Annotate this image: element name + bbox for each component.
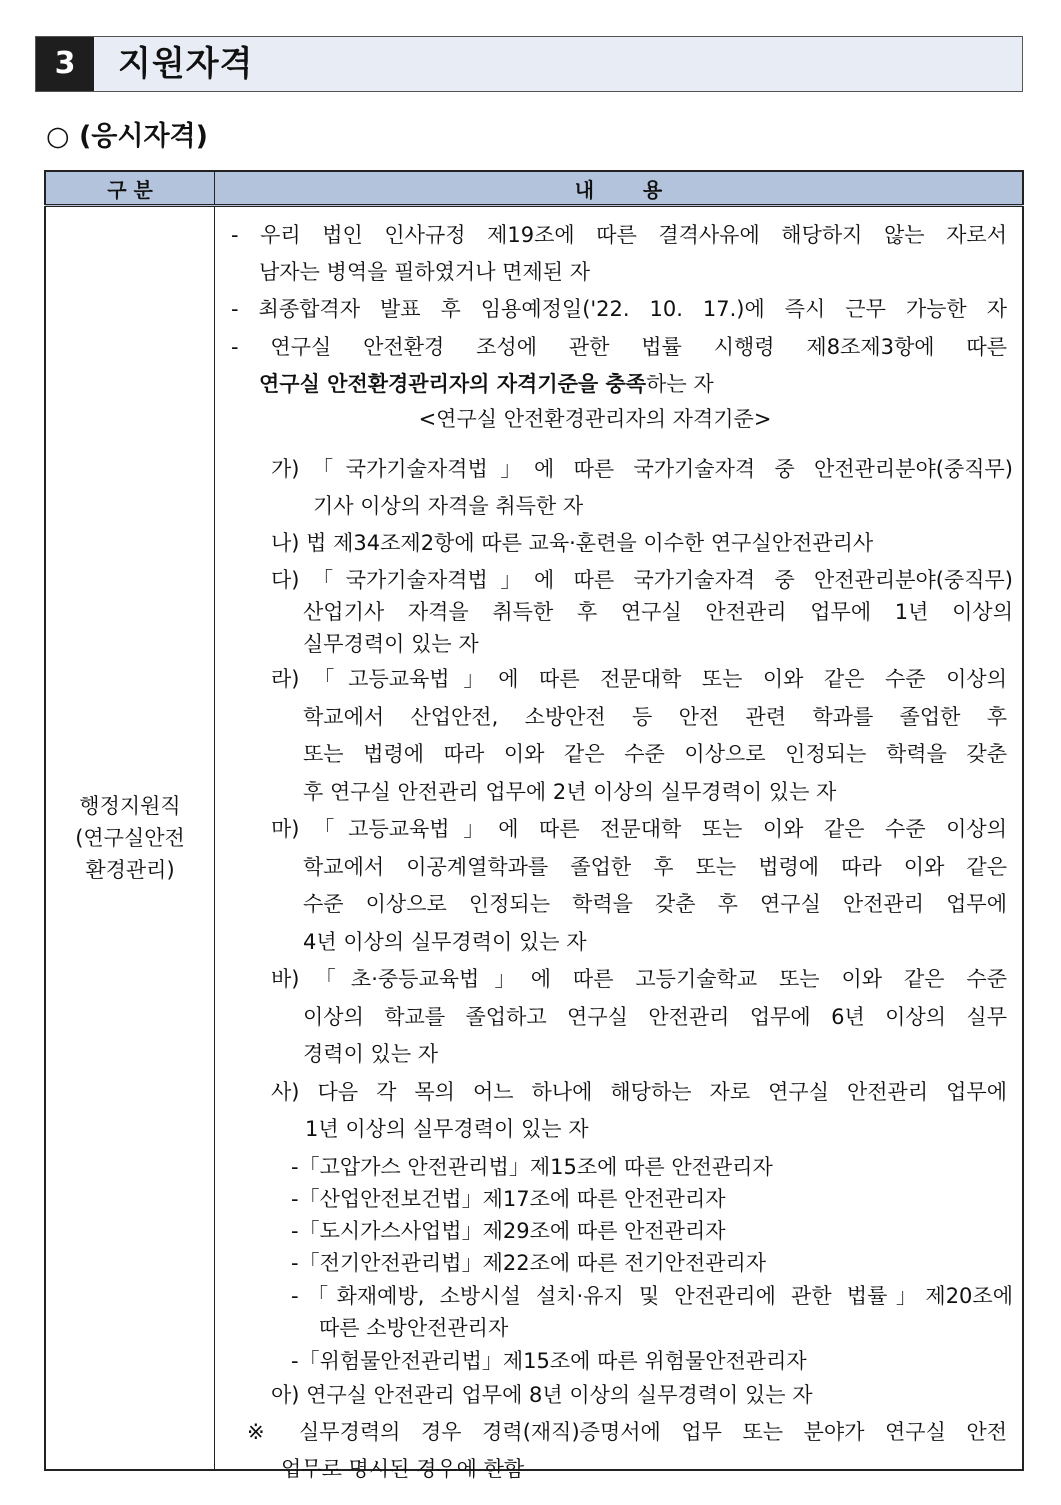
- criteria-line: 또는 법령에 따라 이와 같은 수준 이상으로 인정되는 학력을 갖춘: [303, 742, 1007, 766]
- criteria-title: <연구실 안전환경관리자의 자격기준>: [418, 407, 772, 431]
- criteria-line: 마)「고등교육법」에 따른 전문대학 또는 이와 같은 수준 이상의: [271, 817, 1007, 841]
- category-line: 행정지원직: [79, 794, 181, 818]
- criteria-line: 바)「초·중등교육법」에 따른 고등기술학교 또는 이와 같은 수준: [271, 967, 1007, 991]
- criteria-subline: -「전기안전관리법」제22조에 따른 전기안전관리자: [291, 1251, 767, 1275]
- criteria-line: 학교에서 산업안전, 소방안전 등 안전 관련 학과를 졸업한 후: [303, 705, 1007, 729]
- criteria-line: 경력이 있는 자: [303, 1042, 439, 1066]
- intro-bold-suffix: 하는 자: [646, 372, 714, 396]
- header-content: 내 용: [215, 171, 1024, 206]
- section-title: 지원자격: [118, 44, 254, 84]
- criteria-line: 가)「국가기술자격법」에 따른 국가기술자격 중 안전관리분야(중직무): [271, 457, 1013, 481]
- intro-bold-line: [259, 368, 714, 398]
- criteria-line: 다)「국가기술자격법」에 따른 국가기술자격 중 안전관리분야(중직무): [271, 568, 1013, 592]
- criteria-line: 기사 이상의 자격을 취득한 자: [313, 494, 584, 518]
- criteria-subline: -「위험물안전관리법」제15조에 따른 위험물안전관리자: [291, 1349, 807, 1373]
- criteria-subline: -「화재예방, 소방시설 설치·유지 및 안전관리에 관한 법률」제20조에: [291, 1284, 1013, 1308]
- intro-line: - 최종합격자 발표 후 임용예정일('22. 10. 17.)에 즉시 근무 가능한 자: [231, 297, 1007, 321]
- criteria-subline: -「산업안전보건법」제17조에 따른 안전관리자: [291, 1187, 726, 1211]
- criteria-line: 라)「고등교육법」에 따른 전문대학 또는 이와 같은 수준 이상의: [271, 667, 1007, 691]
- table-header-row: [45, 171, 1023, 206]
- criteria-line: 1년 이상의 실무경력이 있는 자: [305, 1117, 589, 1141]
- table-row: [45, 206, 1023, 1471]
- intro-bold-text: 연구실 안전환경관리자의 자격기준을 충족: [259, 372, 647, 396]
- criteria-line: 이상의 학교를 졸업하고 연구실 안전관리 업무에 6년 이상의 실무: [303, 1005, 1007, 1029]
- category-line: 환경관리): [85, 858, 175, 882]
- criteria-subline: -「고압가스 안전관리법」제15조에 따른 안전관리자: [291, 1155, 773, 1179]
- criteria-line: 수준 이상으로 인정되는 학력을 갖춘 후 연구실 안전관리 업무에: [303, 892, 1007, 916]
- criteria-line: 아) 연구실 안전관리 업무에 8년 이상의 실무경력이 있는 자: [271, 1383, 813, 1407]
- intro-line: 남자는 병역을 필하였거나 면제된 자: [259, 260, 590, 284]
- criteria-line: 학교에서 이공계열학과를 졸업한 후 또는 법령에 따라 이와 같은: [303, 855, 1007, 879]
- qualification-table: [44, 170, 1024, 1481]
- note-line: 업무로 명시된 경우에 한함: [281, 1457, 525, 1481]
- category-line: (연구실안전: [75, 826, 185, 850]
- content-cell: [215, 206, 1024, 1481]
- criteria-line: 실무경력이 있는 자: [303, 632, 479, 656]
- category-cell: [45, 206, 215, 1471]
- criteria-line: 4년 이상의 실무경력이 있는 자: [303, 930, 587, 954]
- criteria-subline: 따른 소방안전관리자: [319, 1316, 509, 1340]
- intro-line: - 우리 법인 인사규정 제19조에 따른 결격사유에 해당하지 않는 자로서: [231, 223, 1007, 247]
- criteria-line: 산업기사 자격을 취득한 후 연구실 안전관리 업무에 1년 이상의: [303, 600, 1013, 624]
- criteria-line: 사) 다음 각 목의 어느 하나에 해당하는 자로 연구실 안전관리 업무에: [271, 1080, 1007, 1104]
- header-category: 구 분: [45, 171, 215, 206]
- section-header: [35, 36, 1023, 92]
- intro-line: - 연구실 안전환경 조성에 관한 법률 시행령 제8조제3항에 따른: [231, 335, 1007, 359]
- note-line: ※ 실무경력의 경우 경력(재직)증명서에 업무 또는 분야가 연구실 안전: [247, 1420, 1007, 1444]
- criteria-line: 나) 법 제34조제2항에 따른 교육·훈련을 이수한 연구실안전관리사: [271, 531, 874, 555]
- criteria-line: 후 연구실 안전관리 업무에 2년 이상의 실무경력이 있는 자: [303, 780, 837, 804]
- criteria-subline: -「도시가스사업법」제29조에 따른 안전관리자: [291, 1219, 726, 1243]
- sub-heading: ○ (응시자격): [46, 121, 208, 152]
- section-number: 3: [36, 37, 94, 91]
